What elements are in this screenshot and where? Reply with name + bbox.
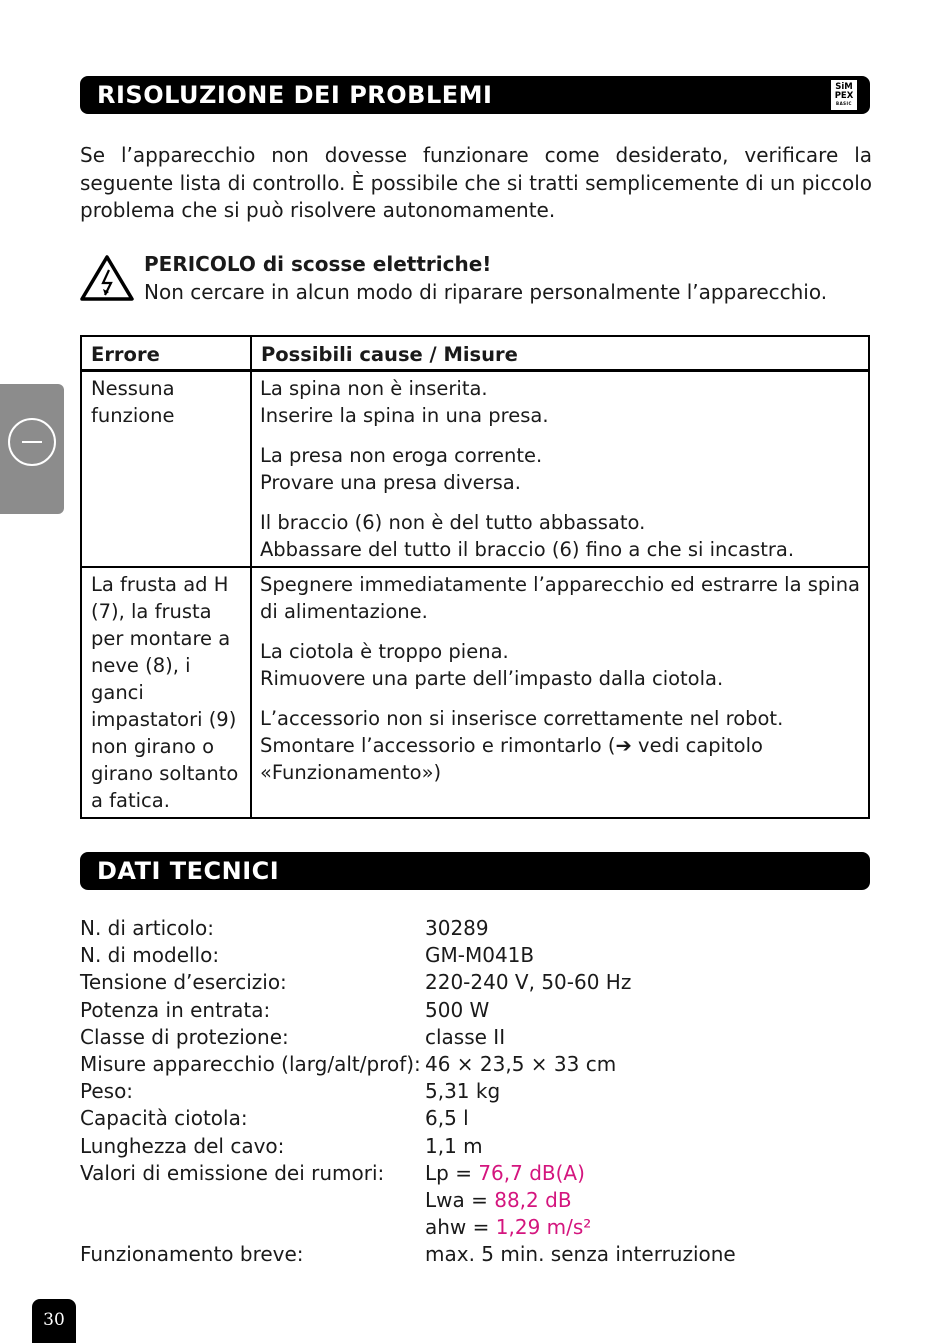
error-cell: La frusta ad H (7), la frusta per montare a neve (8), i ganci impastatori (9) non girano o girano soltanto a fatica.: [81, 567, 251, 818]
causes-cell: [251, 567, 869, 818]
spec-row: Tensione d’esercizio: 220-240 V, 50-60 Hz: [80, 970, 632, 995]
noise-row: Valori di emissione dei rumori: Lp = 76,7 dB(A): [80, 1160, 585, 1185]
spec-row: N. di modello: GM-M041B: [80, 943, 535, 968]
noise-row: ahw = 1,29 m/s²: [425, 1215, 592, 1240]
spec-row: Potenza in entrata: 500 W: [80, 997, 490, 1022]
spec-row: Capacità ciotola: 6,5 l: [80, 1106, 469, 1131]
spec-row: Lunghezza del cavo: 1,1 m: [80, 1133, 483, 1158]
section-header-technical-data: [80, 852, 870, 890]
spec-row: Misure apparecchio (larg/alt/prof): 46 × 23,5 × 33 cm: [80, 1052, 617, 1077]
cause-item: Spegnere immediatamente l’apparecchio ed estrarre la spina di alimentazione.: [259, 573, 860, 623]
troubleshooting-table: [80, 335, 870, 819]
cause-item: Il braccio (6) non è del tutto abbassato. Abbassare del tutto il braccio (6) fino a che si incastra.: [259, 511, 795, 561]
causes-cell: [251, 371, 869, 568]
noise-row: Lwa = 88,2 dB: [425, 1188, 572, 1213]
language-tab-icon: [0, 384, 64, 514]
spec-row: Peso: 5,31 kg: [80, 1079, 501, 1104]
column-header-causes: Possibili cause / Misure: [251, 336, 869, 371]
cause-item: La spina non è inserita. Inserire la spina in una presa.: [259, 377, 549, 427]
cause-item: La presa non eroga corrente. Provare una presa diversa.: [259, 444, 543, 494]
intro-paragraph: Se l’apparecchio non dovesse funzionare come desiderato, verificare la seguente lista di controllo. È possibile che si tratti semplicemente di un piccolo problema che si può risolvere autonomamente.: [80, 143, 872, 222]
technical-specs: [80, 915, 736, 1269]
section-header-troubleshooting: [80, 76, 870, 114]
spec-row: Classe di protezione: classe II: [80, 1024, 506, 1049]
warning-title: PERICOLO di scosse elettriche!: [144, 252, 492, 276]
spec-row: Funzionamento breve: max. 5 min. senza interruzione: [80, 1242, 736, 1267]
warning-text: Non cercare in alcun modo di riparare personalmente l’apparecchio.: [144, 280, 828, 304]
error-cell: Nessuna funzione: [81, 371, 251, 568]
table-header-row: [81, 336, 869, 371]
simpex-basic-logo: SiM PEX BASIC: [830, 79, 858, 111]
cause-item: La ciotola è troppo piena. Rimuovere una parte dell’impasto dalla ciotola.: [259, 640, 724, 690]
table-row: [81, 371, 869, 568]
table-row: [81, 567, 869, 818]
warning-block: [144, 250, 827, 306]
electric-hazard-icon: [80, 254, 134, 302]
page-number: 30: [32, 1299, 76, 1343]
section-title: DATI TECNICI: [97, 857, 280, 885]
column-header-error: Errore: [81, 336, 251, 371]
section-title: RISOLUZIONE DEI PROBLEMI: [97, 81, 493, 109]
spec-row: N. di articolo: 30289: [80, 916, 489, 940]
cause-item: L’accessorio non si inserisce correttamente nel robot. Smontare l’accessorio e rimontarlo (➔ vedi capitolo «Funzionamento»): [259, 707, 784, 784]
